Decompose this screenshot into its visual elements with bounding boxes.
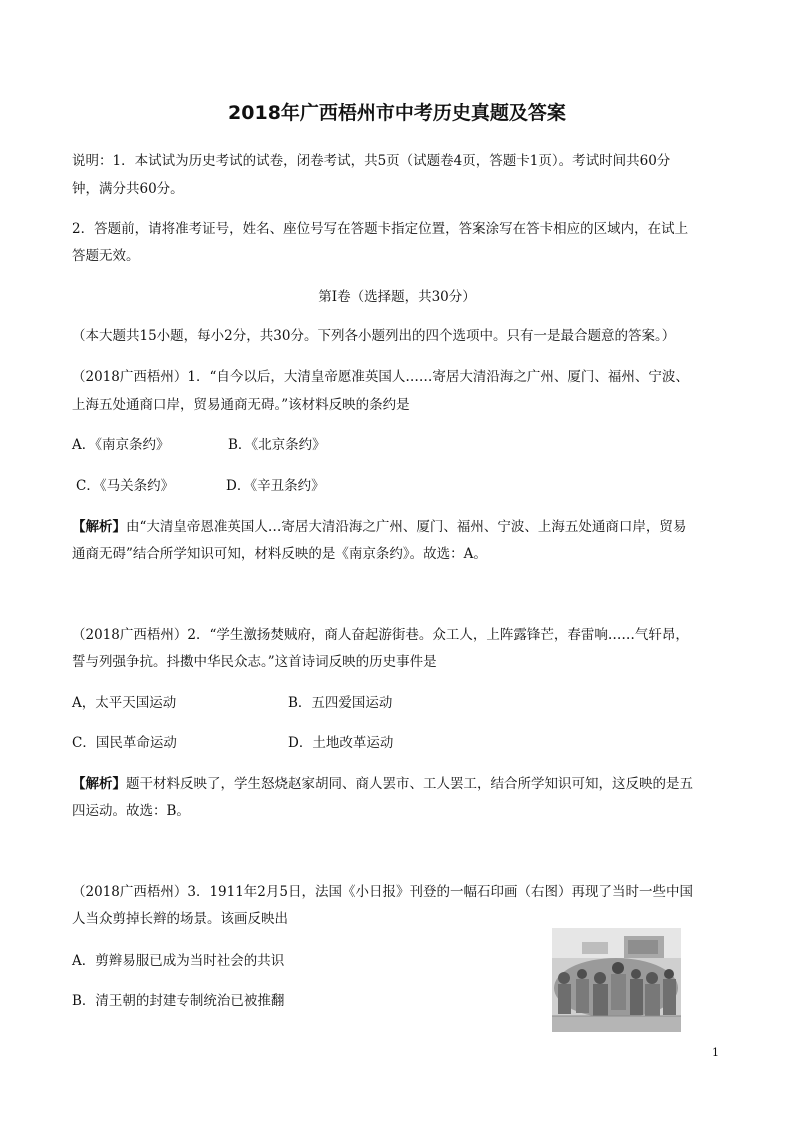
notes-line-1: 说明：1．本试试为历史考试的试卷，闭卷考试，共5页（试题卷4页，答题卡1页）。考试时间共60分 bbox=[72, 153, 671, 169]
q2-analysis-line-1 bbox=[72, 775, 693, 793]
section-instruction: （本大题共15小题，每小2分，共30分。下列各小题列出的四个选项中。只有一是最合题意的答案。） bbox=[72, 328, 676, 344]
q3-option-b: B．清王朝的封建专制统治已被推翻 bbox=[72, 993, 285, 1009]
notes-line-2: 钟，满分共60分。 bbox=[72, 181, 184, 197]
q1-option-d: D．《辛丑条约》 bbox=[226, 478, 325, 494]
analysis-tag: 【解析】 bbox=[72, 519, 126, 535]
q2-stem-line-1: （2018广西梧州）2．“学生激扬焚贼府，商人奋起游街巷。众工人，上阵露锋芒，春雷响……气轩昂， bbox=[72, 627, 689, 643]
q1-option-c: C．《马关条约》 bbox=[76, 478, 175, 494]
q3-stem-line-2: 人当众剪掉长辫的场景。该画反映出 bbox=[72, 911, 288, 927]
notes-line-3: 2．答题前，请将准考证号，姓名、座位号写在答题卡指定位置，答案涂写在答卡相应的区域内，在试上 bbox=[72, 221, 689, 237]
q1-stem-line-1: （2018广西梧州）1．“自今以后，大清皇帝愿准英国人……寄居大清沿海之广州、厦门、福州、宁波、 bbox=[72, 369, 689, 385]
q1-analysis-line-1 bbox=[72, 518, 686, 536]
lithograph-illustration bbox=[552, 928, 681, 1032]
q3-option-a: A．剪辫易服已成为当时社会的共识 bbox=[72, 953, 285, 969]
section-heading: 第Ⅰ卷（选择题，共30分） bbox=[318, 289, 476, 305]
notes-line-4: 答题无效。 bbox=[72, 248, 140, 264]
q2-option-d: D．土地改革运动 bbox=[288, 735, 394, 751]
q2-option-c: C．国民革命运动 bbox=[72, 735, 177, 751]
q2-stem-line-2: 誓与列强争抗。抖擞中华民众志。”这首诗词反映的历史事件是 bbox=[72, 654, 437, 670]
page-number: 1 bbox=[712, 1046, 719, 1059]
q1-stem-line-2: 上海五处通商口岸，贸易通商无碍。”该材料反映的条约是 bbox=[72, 397, 410, 413]
document-title: 2018年广西梧州市中考历史真题及答案 bbox=[228, 102, 566, 124]
q2-analysis-text: 题干材料反映了，学生怒烧赵家胡同、商人罢市、工人罢工，结合所学知识可知，这反映的是五 bbox=[126, 776, 693, 792]
q1-analysis-text: 由“大清皇帝恩准英国人…寄居大清沿海之广州、厦门、福州、宁波、上海五处通商口岸，贸易 bbox=[126, 519, 687, 535]
q2-analysis-line-2: 四运动。故选：B。 bbox=[72, 803, 190, 819]
q1-option-a: A．《南京条约》 bbox=[72, 437, 170, 453]
q1-option-b: B．《北京条约》 bbox=[228, 437, 326, 453]
q2-option-a: A，太平天国运动 bbox=[72, 695, 177, 711]
q1-analysis-line-2: 通商无碍”结合所学知识可知，材料反映的是《南京条约》。故选：A。 bbox=[72, 546, 487, 562]
q3-stem-line-1: （2018广西梧州）3．1911年2月5日，法国《小日报》刊登的一幅石印画（右图）再现了当时一些中国 bbox=[72, 884, 693, 900]
q2-option-b: B．五四爱国运动 bbox=[288, 695, 393, 711]
analysis-tag: 【解析】 bbox=[72, 776, 126, 792]
